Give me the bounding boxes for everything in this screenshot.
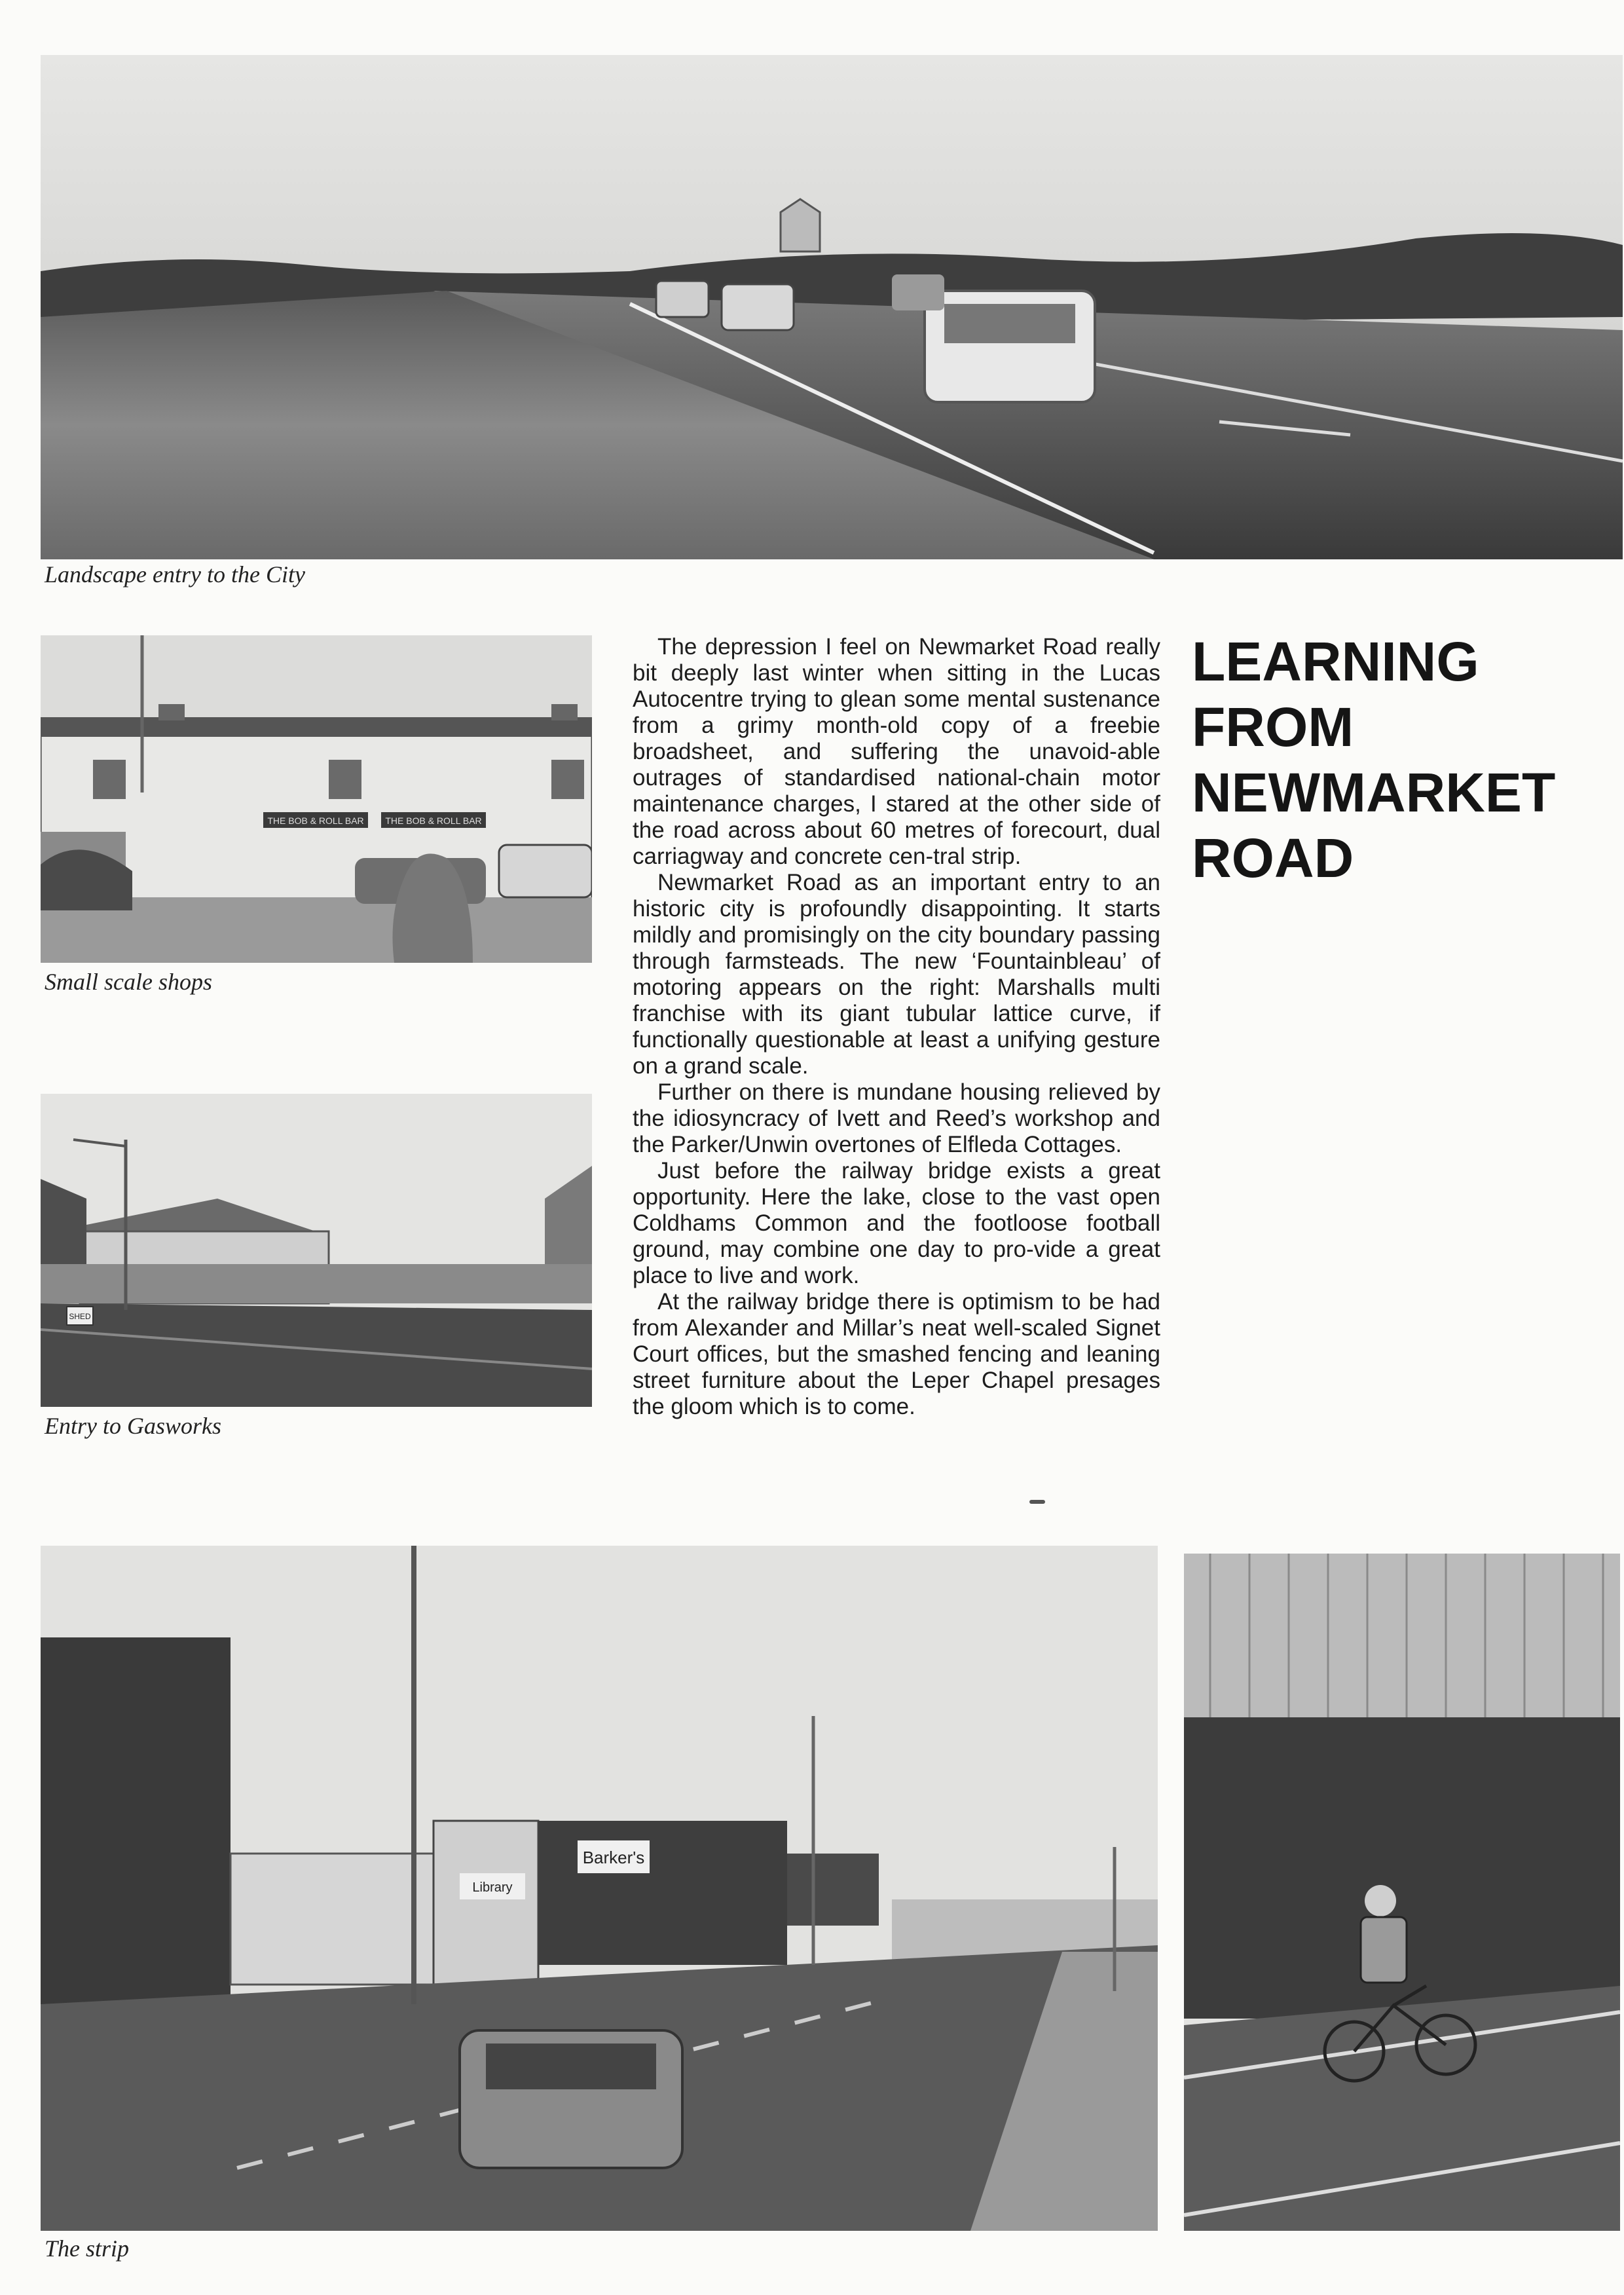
- shop-sign-a: THE BOB & ROLL BAR: [267, 815, 364, 826]
- headline-line: LEARNING: [1192, 631, 1479, 692]
- end-mark: [1029, 1500, 1045, 1504]
- article-paragraph: At the railway bridge there is optimism to be had from Alexander and Millar’s neat well-scaled Signet Court offices, but the smashed fencing and leaning street furniture about the Leper Chapel presages the gloom which is to come.: [633, 1289, 1160, 1419]
- landscape-illustration: [41, 55, 1623, 559]
- caption-small-shops: Small scale shops: [45, 969, 212, 995]
- article-paragraph: The depression I feel on Newmarket Road really bit deeply last winter when sitting in the Lucas Autocentre trying to glean some mental sustenance from a grimy month-old copy of a freebie broadsheet, and suffering the unavoid-able outrages of standardised national-chain motor maintenance charges, I stared at the other side of the road across about 60 metres of forecourt, dual carriagway and concrete cen-tral strip.: [633, 634, 1160, 869]
- caption-gasworks: Entry to Gasworks: [45, 1413, 221, 1439]
- photo-gasworks: [41, 1094, 592, 1407]
- article-headline: [1192, 629, 1585, 891]
- caption-landscape: Landscape entry to the City: [45, 561, 305, 588]
- strip-sign-library: Library: [472, 1880, 513, 1895]
- article-body: [633, 634, 1160, 1420]
- photo-the-strip: [41, 1546, 1158, 2231]
- photo-cyclist: [1184, 1554, 1620, 2231]
- gasworks-illustration: [41, 1094, 592, 1407]
- photo-landscape-entry: [41, 55, 1623, 559]
- headline-line: ROAD: [1192, 827, 1354, 889]
- strip-sign-barkers: Barker's: [582, 1848, 645, 1867]
- cyclist-illustration: [1184, 1554, 1620, 2231]
- strip-illustration: [41, 1546, 1158, 2231]
- article-paragraph: Newmarket Road as an important entry to an historic city is profoundly disappointing. It starts mildly and promisingly on the city boundary passing through farmsteads. The new ‘Fountainbleau’ of motoring appears on the right: Marshalls multi franchise with its giant tubular lattice curve, if functionally questionable at least a unifying gesture on a grand scale.: [633, 870, 1160, 1079]
- article-paragraph: Just before the railway bridge exists a great opportunity. Here the lake, close to the vast open Coldhams Common and the footloose football ground, may combine one day to pro-vide a great place to live and work.: [633, 1158, 1160, 1288]
- article-paragraph: Further on there is mundane housing relieved by the idiosyncracy of Ivett and Reed’s workshop and the Parker/Unwin overtones of Elfleda Cottages.: [633, 1079, 1160, 1157]
- photo-small-shops: [41, 635, 592, 963]
- headline-line: FROM: [1192, 696, 1354, 758]
- caption-the-strip: The strip: [45, 2235, 130, 2262]
- headline-line: NEWMARKET: [1192, 762, 1556, 823]
- shop-sign-b: THE BOB & ROLL BAR: [385, 815, 482, 826]
- shops-illustration: [41, 635, 592, 963]
- gasworks-sign: SHED: [69, 1312, 91, 1321]
